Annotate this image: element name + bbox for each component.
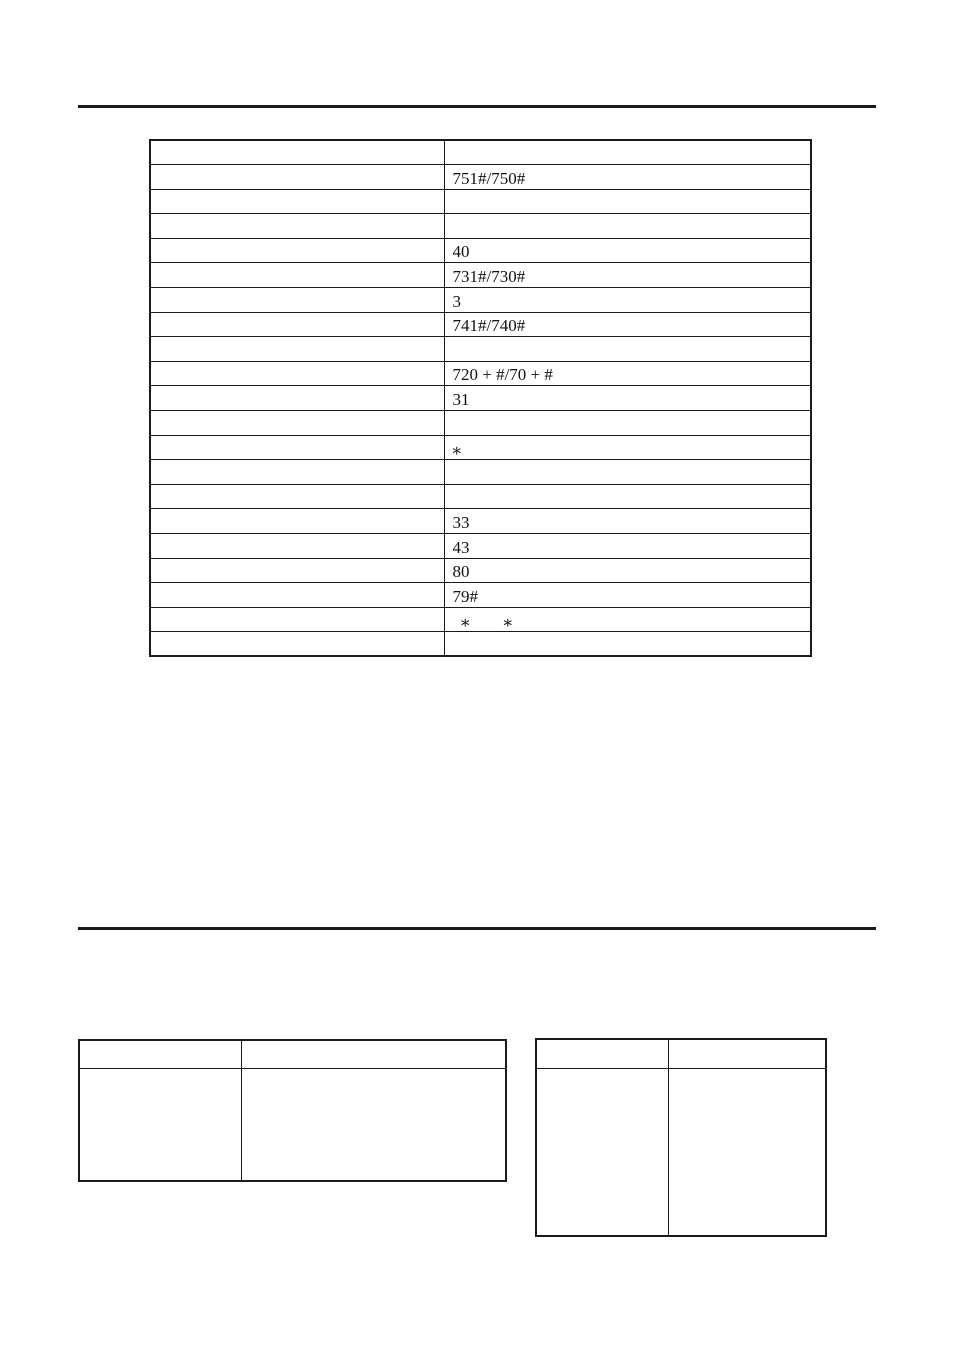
row-value: [444, 632, 811, 657]
table-header-row: [536, 1039, 826, 1068]
row-label: [150, 435, 444, 460]
row-value: 3: [444, 288, 811, 313]
table-row: [150, 632, 811, 657]
row-value: 31: [444, 386, 811, 411]
row-label: [150, 460, 444, 485]
row-label: [150, 411, 444, 436]
table-header-row: [79, 1040, 506, 1068]
row-value: 741#/740#: [444, 312, 811, 337]
section-divider: [78, 927, 876, 930]
row-label: [150, 337, 444, 362]
row-value: [444, 337, 811, 362]
table-row: [150, 435, 811, 460]
row-label: [150, 140, 444, 165]
row-value: [444, 189, 811, 214]
table-row: [150, 312, 811, 337]
settings-table: [149, 139, 812, 657]
row-value: 33: [444, 509, 811, 534]
row-value: 40: [444, 238, 811, 263]
table-row: [150, 214, 811, 239]
right-table: [535, 1038, 827, 1237]
table-row: [150, 263, 811, 288]
row-label: [150, 165, 444, 190]
row-value: [444, 411, 811, 436]
header-cell: [668, 1039, 826, 1068]
table-row: [150, 337, 811, 362]
table-row: [150, 288, 811, 313]
row-label: [150, 632, 444, 657]
row-value: 731#/730#: [444, 263, 811, 288]
table-row: [150, 386, 811, 411]
header-cell: [241, 1040, 506, 1068]
row-value: ⁎: [444, 435, 811, 460]
table-row: [150, 140, 811, 165]
row-value: 43: [444, 534, 811, 559]
row-label: [150, 214, 444, 239]
header-cell: [536, 1039, 668, 1068]
row-value: [444, 140, 811, 165]
header-cell: [79, 1040, 241, 1068]
table-row: [536, 1068, 826, 1236]
row-label: [150, 189, 444, 214]
table-row: [150, 509, 811, 534]
row-value: [444, 460, 811, 485]
table-row: [150, 484, 811, 509]
row-label: [150, 583, 444, 608]
table-row: [150, 165, 811, 190]
left-table: [78, 1039, 507, 1182]
table-cell: [79, 1068, 241, 1181]
table-row: [150, 411, 811, 436]
table-cell: [668, 1068, 826, 1236]
table-row: [150, 238, 811, 263]
row-label: [150, 263, 444, 288]
top-divider: [78, 105, 876, 108]
table-row: [150, 460, 811, 485]
row-label: [150, 534, 444, 559]
row-value: [444, 484, 811, 509]
row-label: [150, 558, 444, 583]
table-row: [150, 189, 811, 214]
table-row: [150, 534, 811, 559]
row-value: 79#: [444, 583, 811, 608]
row-label: [150, 607, 444, 632]
row-value: 751#/750#: [444, 165, 811, 190]
table-row: [79, 1068, 506, 1181]
row-value: [444, 214, 811, 239]
row-value: 720 + #/70 + #: [444, 361, 811, 386]
row-label: [150, 312, 444, 337]
row-label: [150, 238, 444, 263]
row-value: 80: [444, 558, 811, 583]
table-cell: [536, 1068, 668, 1236]
row-label: [150, 288, 444, 313]
row-label: [150, 509, 444, 534]
table-row: [150, 361, 811, 386]
table-row: [150, 558, 811, 583]
row-label: [150, 386, 444, 411]
table-cell: [241, 1068, 506, 1181]
table-row: [150, 583, 811, 608]
row-label: [150, 361, 444, 386]
row-label: [150, 484, 444, 509]
row-value: ⁎ ⁎: [444, 607, 811, 632]
table-row: [150, 607, 811, 632]
